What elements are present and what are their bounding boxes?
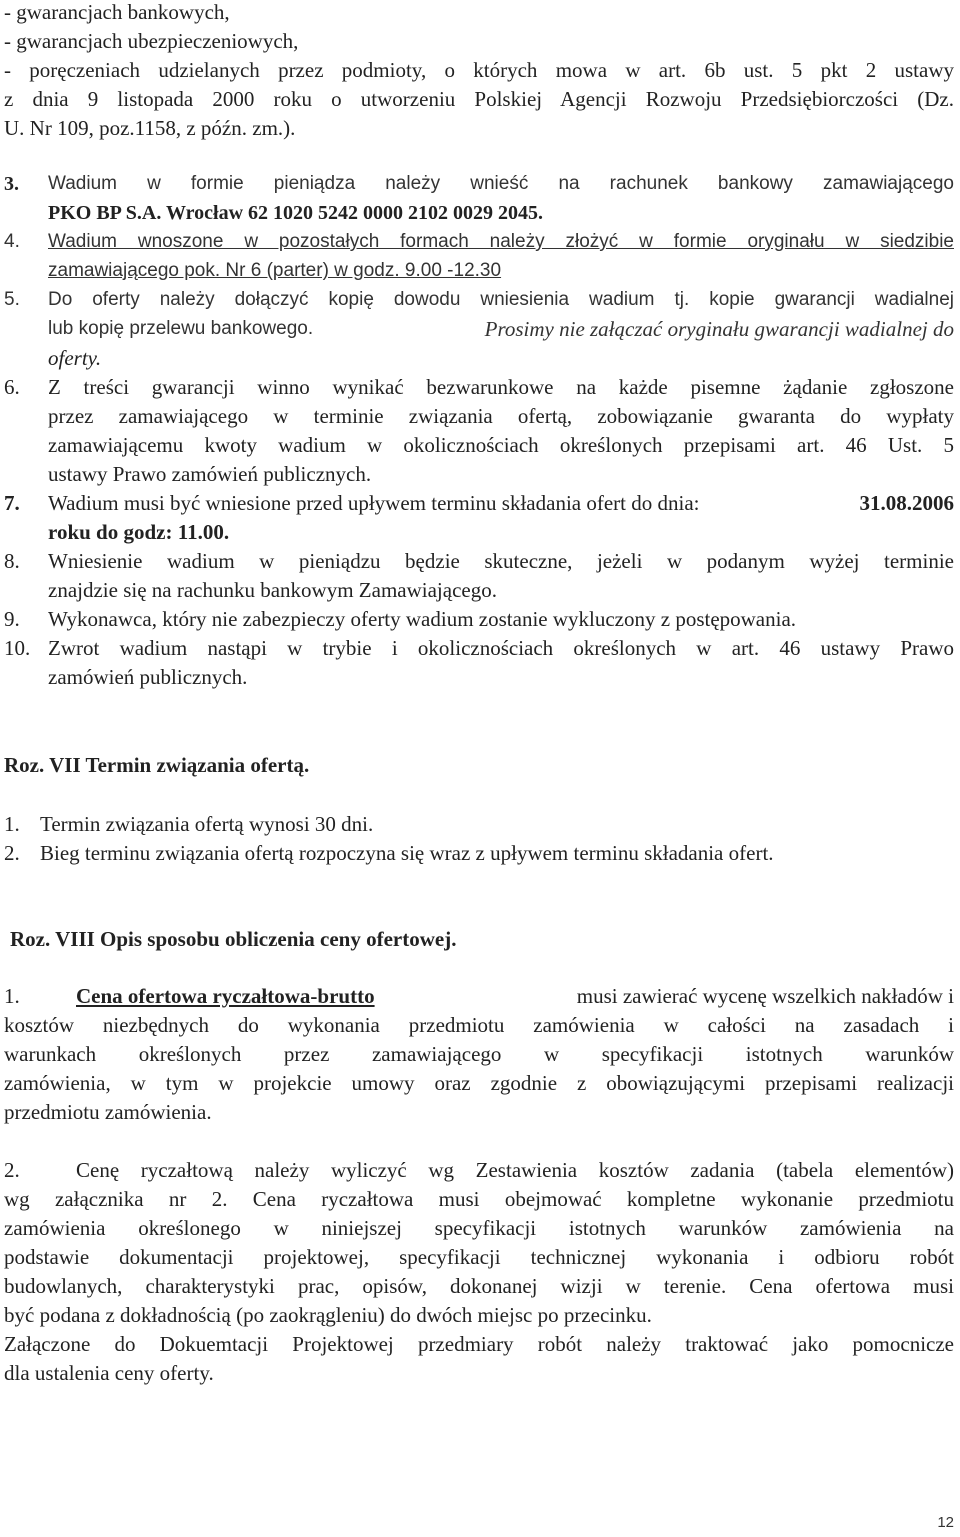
section7-item: Termin związania ofertą wynosi 30 dni. [40, 812, 374, 836]
price-term: Cena ofertowa ryczałtowa-brutto [76, 984, 375, 1008]
item-number: 4. [4, 231, 20, 252]
item5-line [48, 319, 954, 340]
section8-p1-line [76, 986, 954, 1007]
section8-p1-text: musi zawierać wycenę wszelkich nakładów i [576, 984, 954, 1008]
section8-p2-line: być podana z dokładnością (po zaokrągleniu) do dwóch miejsc po przecinku. [4, 1303, 652, 1327]
section8-p3-line: Załączone do Dokuemtacji Projektowej przedmiary robót należy traktować jako pomocnicze [4, 1332, 954, 1356]
item6-line: ustawy Prawo zamówień publicznych. [48, 462, 372, 486]
page-number: 12 [937, 1514, 954, 1531]
section8-p2-line: Cenę ryczałtową należy wyliczyć wg Zestawienia kosztów zadania (tabela elementów) [76, 1158, 954, 1182]
item-number: 7. [4, 491, 20, 515]
item-number: 10. [4, 636, 31, 660]
item6-line: zamawiającemu kwoty wadium w okolicznościach określonych przepisami art. 46 Ust. 5 [48, 433, 954, 457]
section8-p2-line: podstawie dokumentacji projektowej, specyfikacji technicznej wykonania i odbioru robót [4, 1245, 954, 1269]
deadline-time: roku do godz: 11.00. [48, 520, 230, 544]
item6-line: przez zamawiającego w terminie związania ofertą, zobowiązanie gwaranta do wypłaty [48, 404, 954, 428]
item5-italic-note: Prosimy nie załączać oryginału gwarancji wadialnej do [484, 317, 954, 341]
item-number: 3. [4, 173, 19, 195]
section8-p1-line: zamówienia, w tym w projekcie umowy oraz zgodnie z obowiązującymi przepisami realizacji [4, 1071, 954, 1095]
item5-line-part: lub kopię przelewu bankowego. [48, 318, 314, 339]
item7-text: Wadium musi być wniesione przed upływem terminu składania ofert do dnia: [48, 491, 700, 515]
item4-line [48, 261, 501, 280]
section8-p2-line: budowlanych, charakterystyki prac, opisów, dokonanej wizji w terenie. Cena ofertowa musi [4, 1274, 954, 1298]
item-number: 2. [4, 841, 20, 865]
section8-p1-line: kosztów niezbędnych do wykonania przedmiotu zamówienia w całości na zasadach i [4, 1013, 954, 1037]
item7-line [48, 493, 954, 514]
item-number: 5. [4, 289, 20, 310]
bank-account: PKO BP S.A. Wrocław 62 1020 5242 0000 2102 0029 2045. [48, 202, 544, 224]
section8-p2-line: wg załącznika nr 2. Cena ryczałtowa musi obejmować kompletne wykonanie przedmiotu [4, 1187, 954, 1211]
item5-line: Do oferty należy dołączyć kopię dowodu wniesienia wadium tj. kopie gwarancji wadialnej [48, 289, 954, 310]
item5-italic-note: oferty. [48, 346, 102, 370]
list-line: z dnia 9 listopada 2000 roku o utworzeniu Polskiej Agencji Rozwoju Przedsiębiorczości (Dz. [4, 87, 954, 111]
item4-line: Wadium wnoszone w pozostałych formach należy złożyć w formie oryginału w siedzibie [48, 231, 954, 252]
section8-p3-line: dla ustalenia ceny oferty. [4, 1361, 214, 1385]
section8-p1-line: warunkach określonych przez zamawiającego w specyfikacji istotnych warunków [4, 1042, 954, 1066]
item6-line: Z treści gwarancji winno wynikać bezwarunkowe na każde pisemne żądanie zgłoszone [48, 375, 954, 399]
section7-item: Bieg terminu związania ofertą rozpoczyna się wraz z upływem terminu składania ofert. [40, 841, 774, 865]
list-line: - gwarancjach ubezpieczeniowych, [4, 29, 299, 53]
list-line: - poręczeniach udzielanych przez podmioty, o których mowa w art. 6b ust. 5 pkt 2 ustawy [4, 58, 954, 82]
item-number: 9. [4, 607, 20, 631]
item4-line-underlined: zamawiającego pok. Nr 6 (parter) w godz. 9.00 -12.30 [48, 260, 502, 281]
list-line: - gwarancjach bankowych, [4, 0, 230, 24]
item-number: 1. [4, 984, 20, 1008]
item8-line: Wniesienie wadium w pieniądzu będzie skuteczne, jeżeli w podanym wyżej terminie [48, 549, 954, 573]
item9-line: Wykonawca, który nie zabezpieczy oferty wadium zostanie wykluczony z postępowania. [48, 607, 797, 631]
item-number: 2. [4, 1158, 20, 1182]
item3-text: Wadium w formie pieniądza należy wnieść na rachunek bankowy zamawiającego [48, 173, 954, 194]
item8-line: znajdzie się na rachunku bankowym Zamawiającego. [48, 578, 497, 602]
list-line: U. Nr 109, poz.1158, z późn. zm.). [4, 116, 296, 140]
section-heading: Roz. VIII Opis sposobu obliczenia ceny ofertowej. [10, 927, 457, 951]
item10-line: zamówień publicznych. [48, 665, 248, 689]
section-heading: Roz. VII Termin związania ofertą. [4, 753, 310, 777]
deadline-date: 31.08.2006 [859, 491, 954, 515]
item-number: 1. [4, 812, 20, 836]
item10-line: Zwrot wadium nastąpi w trybie i okolicznościach określonych w art. 46 ustawy Prawo [48, 636, 954, 660]
section8-p1-line: przedmiotu zamówienia. [4, 1100, 212, 1124]
item-number: 6. [4, 375, 20, 399]
item-number: 8. [4, 549, 20, 573]
section8-p2-line: zamówienia określonego w niniejszej specyfikacji istotnych warunków zamówienia na [4, 1216, 954, 1240]
